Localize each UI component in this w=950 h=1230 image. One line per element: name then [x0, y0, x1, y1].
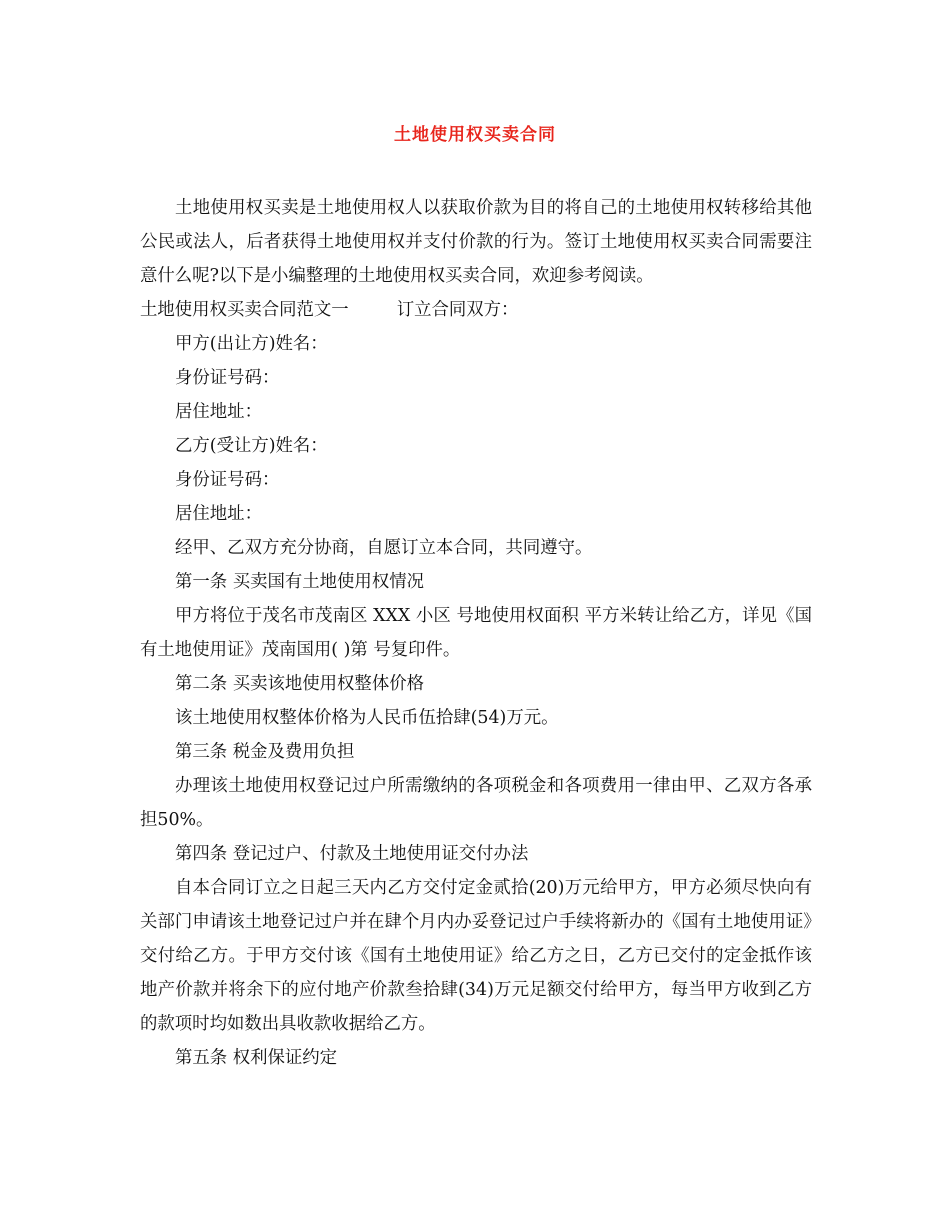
sample-heading: 土地使用权买卖合同范文一 [140, 300, 349, 320]
intro-paragraph: 土地使用权买卖是土地使用权人以获取价款为目的将自己的土地使用权转移给其他公民或法人，后者获得土地使用权并支付价款的行为。签订土地使用权买卖合同需要注意什么呢?以下是小编整理的土地使用权买卖合同，欢迎参考阅读。 [140, 198, 812, 286]
article-5-title: 第五条 权利保证约定 [175, 1048, 338, 1068]
agreement-statement: 经甲、乙双方充分协商，自愿订立本合同，共同遵守。 [175, 538, 593, 558]
party-b-id: 身份证号码： [175, 470, 280, 490]
article-4-title: 第四条 登记过户、付款及土地使用证交付办法 [175, 844, 529, 864]
party-b-name: 乙方(受让方)姓名： [175, 436, 328, 456]
party-a-name: 甲方(出让方)姓名： [175, 334, 328, 354]
party-b-address: 居住地址： [175, 504, 262, 524]
article-4-body: 自本合同订立之日起三天内乙方交付定金贰拾(20)万元给甲方，甲方必须尽快向有关部门申请该土地登记过户并在肆个月内办妥登记过户手续将新办的《国有土地使用证》交付给乙方。于甲方交付该《国有土地使用证》给乙方之日，乙方已交付的定金抵作该地产价款并将余下的应付地产价款叁拾肆(34)万元足额交付给甲方，每当甲方收到乙方的款项时均如数出具收款收据给乙方。 [140, 878, 812, 1034]
article-3-title: 第三条 税金及费用负担 [175, 742, 355, 762]
article-1-body: 甲方将位于茂名市茂南区 XXX 小区 号地使用权面积 平方米转让给乙方，详见《国有土地使用证》茂南国用( )第 号复印件。 [140, 606, 812, 660]
article-3-body: 办理该土地使用权登记过户所需缴纳的各项税金和各项费用一律由甲、乙双方各承担50%。 [140, 776, 812, 830]
sample-heading-line [140, 293, 812, 327]
article-2-title: 第二条 买卖该地使用权整体价格 [175, 674, 424, 694]
article-2-body: 该土地使用权整体价格为人民币伍拾肆(54)万元。 [175, 708, 559, 728]
document-body [140, 191, 812, 1075]
article-1-title: 第一条 买卖国有土地使用权情况 [175, 572, 424, 592]
parties-heading: 订立合同双方： [396, 300, 519, 320]
document-title: 土地使用权买卖合同 [394, 125, 556, 145]
party-a-address: 居住地址： [175, 402, 262, 422]
party-a-id: 身份证号码： [175, 368, 280, 388]
